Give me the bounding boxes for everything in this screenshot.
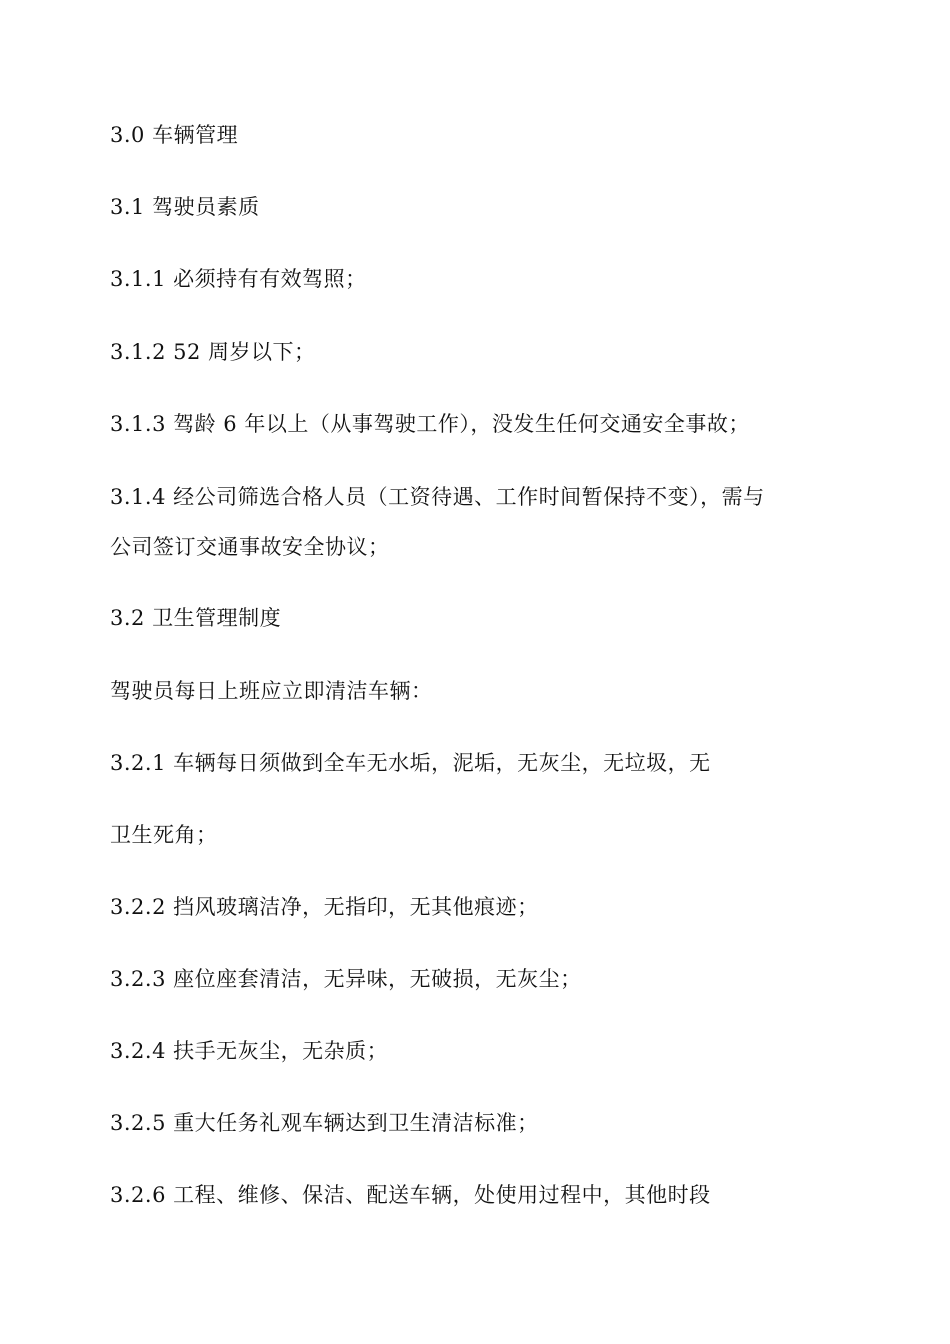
paragraph-daily-cleaning: 驾驶员每日上班应立即清洁车辆： [110,679,433,703]
clause-3-1-4: 3.1.4 经公司筛选合格人员（工资待遇、工作时间暂保持不变），需与 [110,485,765,509]
clause-3-1-4-continued: 公司签订交通事故安全协议； [110,535,390,559]
clause-3-2-2: 3.2.2 挡风玻璃洁净，无指印，无其他痕迹； [110,895,539,919]
section-heading-3-2: 3.2 卫生管理制度 [110,606,282,630]
clause-3-2-1: 3.2.1 车辆每日须做到全车无水垢，泥垢，无灰尘，无垃圾，无 [110,751,711,775]
clause-3-2-5: 3.2.5 重大任务礼观车辆达到卫生清洁标准； [110,1111,539,1135]
clause-3-2-6: 3.2.6 工程、维修、保洁、配送车辆，处使用过程中，其他时段 [110,1183,711,1207]
clause-3-2-1-continued: 卫生死角； [110,823,218,847]
clause-3-1-3: 3.1.3 驾龄 6 年以上（从事驾驶工作），没发生任何交通安全事故； [110,412,750,436]
clause-3-1-1: 3.1.1 必须持有有效驾照； [110,267,367,291]
section-heading-3-1: 3.1 驾驶员素质 [110,195,260,219]
clause-3-2-3: 3.2.3 座位座套清洁，无异味，无破损，无灰尘； [110,967,582,991]
section-heading-3-0: 3.0 车辆管理 [110,123,239,147]
clause-3-1-2: 3.1.2 52 周岁以下； [110,340,316,364]
clause-3-2-4: 3.2.4 扶手无灰尘，无杂质； [110,1039,389,1063]
